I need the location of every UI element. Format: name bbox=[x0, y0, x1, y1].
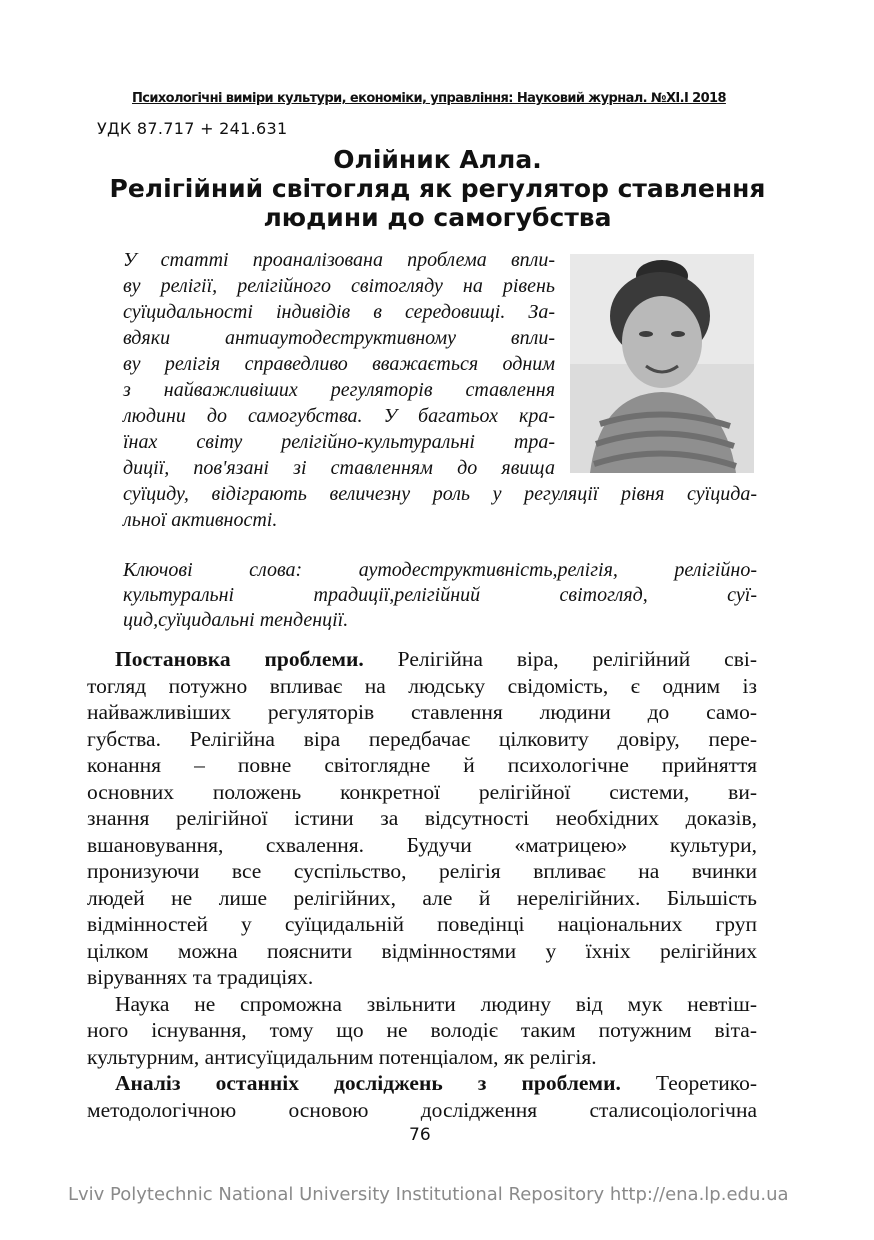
body-line: знання релігійної істини за відсутності необхідних доказів, bbox=[87, 806, 757, 830]
abstract-line: ву релігії, релігійного світогляду на рівень bbox=[123, 275, 555, 297]
body-line: цілком можна пояснити відмінностями у їхніх релігійних bbox=[87, 938, 757, 963]
body-line: культурним, антисуїцидальним потенціалом, як релігія. bbox=[87, 1044, 597, 1069]
body-line: основних положень конкретної релігійної системи, ви- bbox=[87, 779, 757, 804]
body-line bbox=[87, 646, 757, 673]
body-line bbox=[87, 1070, 757, 1097]
section-heading-problem: Постановка проблеми. bbox=[115, 647, 364, 671]
body-line: тогляд потужно впливає на людську свідомість, є одним із bbox=[87, 673, 757, 698]
body-line: Наука не спроможна звільнити людину від мук невтіш- bbox=[115, 991, 757, 1016]
body-line: відмінностей у суїцидальній поведінці національних груп bbox=[87, 912, 757, 936]
page-number: 76 bbox=[409, 1125, 431, 1145]
article-body bbox=[87, 646, 757, 1123]
author-name: Олійник Алла. bbox=[333, 145, 542, 174]
body-line: ного існування, тому що не володіє таким потужним віта- bbox=[87, 1018, 757, 1042]
abstract-line: У статті проаналізована проблема впли- bbox=[123, 249, 555, 271]
abstract-line: вдяки антиаутодеструктивному впли- bbox=[123, 327, 555, 349]
abstract-line: ву релігія справедливо вважається одним bbox=[123, 353, 555, 375]
abstract-line: суїциду, відіграють величезну роль у регуляції рівня суїцида- bbox=[123, 483, 757, 505]
paragraph-science bbox=[87, 991, 757, 1071]
body-text-span: Теоретико- bbox=[620, 1071, 757, 1095]
body-line: губства. Релігійна віра передбачає цілковиту довіру, пере- bbox=[87, 726, 757, 751]
abstract-line: суїцидальності індивідів в середовищі. За- bbox=[123, 301, 555, 323]
body-line: людей не лише релігійних, але й нерелігійних. Більшість bbox=[87, 885, 757, 910]
paragraph-analysis bbox=[87, 1070, 757, 1123]
body-line: найважливіших регуляторів ставлення людини до само- bbox=[87, 700, 757, 724]
udk-code: УДК 87.717 + 241.631 bbox=[97, 119, 288, 138]
abstract-line: людини до самогубства. У багатьох кра- bbox=[123, 405, 555, 427]
body-line: вшановування, схвалення. Будучи «матрицею» культури, bbox=[87, 832, 757, 857]
paragraph-problem-statement bbox=[87, 646, 757, 991]
body-line: конання – повне світоглядне й психологічне прийняття bbox=[87, 753, 757, 777]
section-heading-analysis: Аналіз останніх досліджень з проблеми. bbox=[115, 1071, 621, 1095]
keywords bbox=[123, 558, 757, 633]
keywords-line: цид,суїцидальні тенденції. bbox=[123, 609, 349, 631]
abstract-line: диції, пов'язані зі ставленням до явища bbox=[123, 457, 555, 479]
title-line-1: Релігійний світогляд як регулятор ставлення bbox=[109, 174, 766, 203]
body-line: віруваннях та традиціях. bbox=[87, 965, 314, 989]
title-line-2: людини до самогубства bbox=[263, 203, 612, 232]
abstract-line: льної активності. bbox=[123, 509, 278, 531]
abstract-line: з найважливіших регуляторів ставлення bbox=[123, 379, 555, 401]
body-line: методологічною основою дослідження сталисоціологічна bbox=[87, 1097, 757, 1122]
keywords-line: Ключові слова: аутодеструктивність,релігія, релігійно- bbox=[123, 559, 757, 581]
keywords-line: культуральні традиції,релігійний світогляд, суї- bbox=[123, 584, 757, 606]
body-text-span: Релігійна віра, релігійний сві- bbox=[363, 647, 757, 671]
abstract-line: їнах світу релігійно-культуральні тра- bbox=[123, 431, 555, 453]
repository-footer: Lviv Polytechnic National University Institutional Repository http://ena.lp.edu.ua bbox=[68, 1184, 789, 1205]
article-title bbox=[60, 145, 815, 232]
abstract bbox=[123, 247, 757, 533]
body-line: пронизуючи все суспільство, релігія впливає на вчинки bbox=[87, 859, 757, 883]
journal-header: Психологічні виміри культури, економіки, управління: Науковий журнал. №XI.І 2018 bbox=[132, 91, 726, 106]
